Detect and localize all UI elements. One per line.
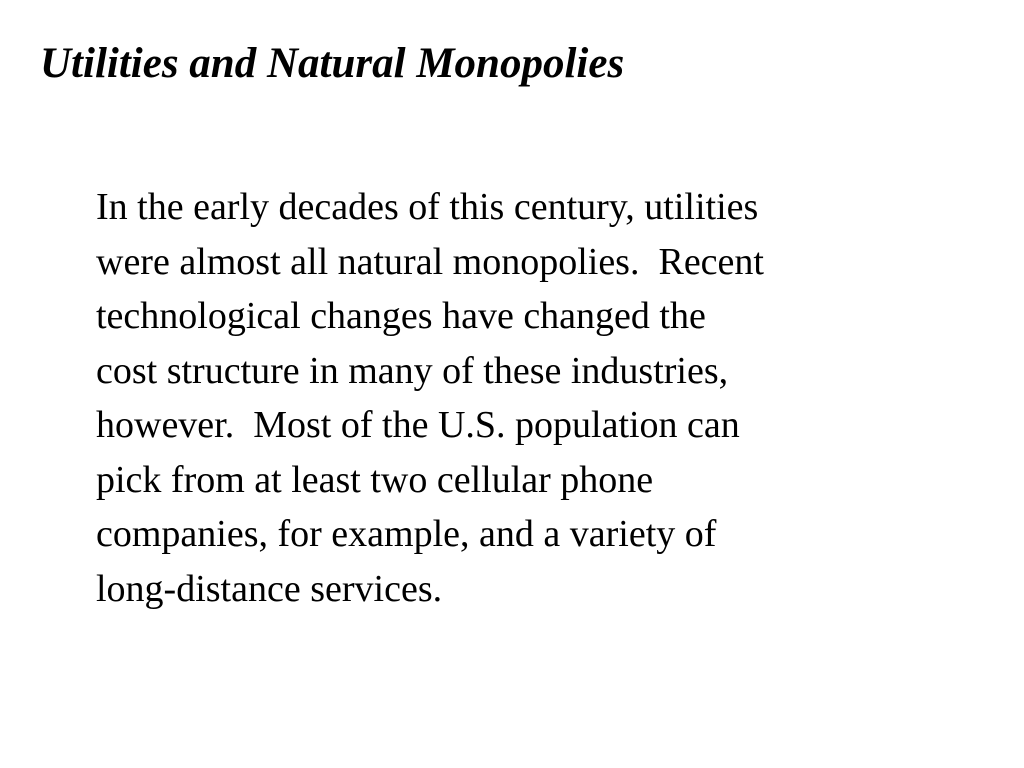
slide-body-text — [96, 180, 996, 616]
slide-title: Utilities and Natural Monopolies — [40, 40, 625, 87]
body-line: companies, for example, and a variety of — [96, 513, 717, 555]
body-line: long-distance services. — [96, 567, 443, 610]
body-line: pick from at least two cellular phone — [96, 458, 654, 501]
body-line: cost structure in many of these industries, — [96, 349, 729, 392]
body-line: technological changes have changed the — [96, 295, 706, 337]
body-line: In the early decades of this century, utilities — [96, 186, 759, 228]
body-line: were almost all natural monopolies. Recent — [96, 240, 764, 283]
body-line: however. Most of the U.S. population can — [96, 404, 740, 446]
